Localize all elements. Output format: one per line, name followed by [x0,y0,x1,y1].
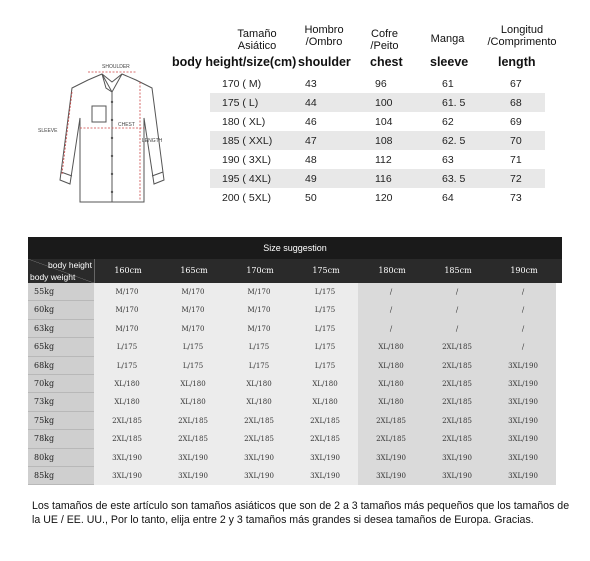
suggestion-cell: XL/180 [160,393,226,411]
sub-header-size: body height/size(cm) [172,55,297,69]
suggestion-cell: 2XL/185 [94,430,160,448]
weight-label: 75kg [28,412,94,430]
suggestion-cell: 3XL/190 [490,430,556,448]
suggestion-cell: M/170 [160,301,226,319]
weight-label: 80kg [28,449,94,467]
suggestion-cell: 3XL/190 [490,412,556,430]
suggestion-cell: XL/180 [226,375,292,393]
header-size: Tamaño Asiático [237,28,277,52]
size-cell-chest: 96 [375,78,387,90]
suggestion-cell: 3XL/190 [160,467,226,485]
size-cell-length: 70 [510,135,522,147]
header-shoulder: Hombro /Ombro [304,24,344,48]
suggestion-cell: M/170 [226,301,292,319]
suggestion-cell: XL/180 [358,338,424,356]
suggestion-cell: 3XL/190 [226,467,292,485]
size-cell-sleeve: 63 [442,154,454,166]
chest-label: CHEST [118,122,135,128]
size-cell-shoulder: 46 [305,116,317,128]
suggestion-cell: / [424,301,490,319]
suggestion-cell: / [490,301,556,319]
weight-row [28,375,562,393]
suggestion-cell: M/170 [94,283,160,301]
suggestion-cell: 2XL/185 [94,412,160,430]
sub-header-chest: chest [370,55,403,69]
suggestion-body [28,283,562,485]
suggestion-cell: 3XL/190 [358,467,424,485]
suggestion-cell: XL/180 [358,357,424,375]
size-suggestion-chart [28,237,562,485]
suggestion-cell: XL/180 [94,375,160,393]
suggestion-cell: 2XL/185 [226,412,292,430]
suggestion-cell: L/175 [292,301,358,319]
weight-label: 60kg [28,301,94,319]
suggestion-cell: 2XL/185 [358,430,424,448]
height-header: 185cm [444,266,472,275]
suggestion-cell: 2XL/185 [424,357,490,375]
shirt-diagram [40,62,185,210]
suggestion-cell: 2XL/185 [424,393,490,411]
size-cell-shoulder: 47 [305,135,317,147]
suggestion-cell: / [424,320,490,338]
size-row [210,74,545,93]
suggestion-cell: 2XL/185 [292,412,358,430]
size-cell-size: 190 ( 3XL) [222,154,272,166]
suggestion-cell: 3XL/190 [358,449,424,467]
weight-row [28,393,562,411]
size-cell-shoulder: 43 [305,78,317,90]
suggestion-cell: 2XL/185 [292,430,358,448]
suggestion-cell: 2XL/185 [424,375,490,393]
weight-label: 55kg [28,283,94,301]
suggestion-cell: / [424,283,490,301]
size-cell-chest: 108 [375,135,393,147]
corner-body-weight: body weight [30,272,76,282]
height-header: 190cm [510,266,538,275]
suggestion-cell: XL/180 [226,393,292,411]
height-header: 160cm [114,266,142,275]
suggestion-cell: 3XL/190 [490,449,556,467]
weight-label: 65kg [28,338,94,356]
suggestion-cell: XL/180 [358,393,424,411]
sub-header-row [172,55,542,73]
suggestion-cell: / [358,301,424,319]
weight-row [28,412,562,430]
weight-row [28,357,562,375]
suggestion-cell: 3XL/190 [424,449,490,467]
size-cell-size: 180 ( XL) [222,116,266,128]
suggestion-cell: XL/180 [292,375,358,393]
shirt-icon [40,62,185,210]
size-cell-size: 170 ( M) [222,78,262,90]
size-cell-size: 175 ( L) [222,97,259,109]
suggestion-cell: L/175 [160,357,226,375]
size-cell-length: 71 [510,154,522,166]
length-label: LENGTH [142,138,163,144]
suggestion-cell: L/175 [292,338,358,356]
suggestion-cell: L/175 [292,320,358,338]
size-row [210,150,545,169]
suggestion-cell: 2XL/185 [424,430,490,448]
size-cell-shoulder: 48 [305,154,317,166]
suggestion-cell: L/175 [226,357,292,375]
suggestion-cell: 3XL/190 [226,449,292,467]
size-cell-sleeve: 63. 5 [442,173,466,185]
size-cell-length: 68 [510,97,522,109]
weight-label: 70kg [28,375,94,393]
size-row [210,188,545,207]
sleeve-label: SLEEVE [38,128,58,134]
suggestion-cell: / [358,320,424,338]
weight-row [28,301,562,319]
suggestion-cell: / [490,283,556,301]
suggestion-cell: 3XL/190 [94,467,160,485]
size-cell-chest: 100 [375,97,393,109]
suggestion-cell: 2XL/185 [358,412,424,430]
suggestion-cell: / [490,338,556,356]
header-length: Longitud /Comprimento [487,24,557,48]
suggestion-cell: L/175 [94,338,160,356]
suggestion-cell: L/175 [292,283,358,301]
suggestion-cell: 3XL/190 [160,449,226,467]
shoulder-label: SHOULDER [102,64,130,70]
suggestion-cell: / [358,283,424,301]
size-cell-shoulder: 50 [305,192,317,204]
height-header: 175cm [312,266,340,275]
suggestion-cell: L/175 [94,357,160,375]
header-sleeve: Manga [430,33,465,45]
suggestion-cell: 3XL/190 [490,467,556,485]
size-row [210,131,545,150]
suggestion-cell: 3XL/190 [292,467,358,485]
size-row [210,112,545,131]
weight-row [28,430,562,448]
size-cell-sleeve: 64 [442,192,454,204]
size-cell-sleeve: 62. 5 [442,135,466,147]
size-cell-sleeve: 62 [442,116,454,128]
suggestion-cell: M/170 [160,283,226,301]
suggestion-cell: 2XL/185 [424,412,490,430]
suggestion-cell: M/170 [226,320,292,338]
suggestion-cell: XL/180 [292,393,358,411]
size-cell-length: 67 [510,78,522,90]
size-cell-sleeve: 61. 5 [442,97,466,109]
height-header: 165cm [180,266,208,275]
weight-label: 73kg [28,393,94,411]
size-cell-size: 195 ( 4XL) [222,173,272,185]
suggestion-cell: 3XL/190 [424,467,490,485]
sub-header-shoulder: shoulder [298,55,351,69]
suggestion-cell: M/170 [94,301,160,319]
size-cell-length: 73 [510,192,522,204]
size-cell-shoulder: 44 [305,97,317,109]
suggestion-cell: 3XL/190 [490,375,556,393]
suggestion-cell: M/170 [226,283,292,301]
size-cell-sleeve: 61 [442,78,454,90]
sub-header-sleeve: sleeve [430,55,469,69]
suggestion-cell: 2XL/185 [160,430,226,448]
size-measurement-table [210,74,545,207]
suggestion-cell: L/175 [160,338,226,356]
suggestion-cell: 2XL/185 [424,338,490,356]
suggestion-cell: 3XL/190 [94,449,160,467]
height-header: 180cm [378,266,406,275]
suggestion-cell: 3XL/190 [490,357,556,375]
size-row [210,93,545,112]
size-cell-size: 185 ( XXL) [222,135,273,147]
size-cell-shoulder: 49 [305,173,317,185]
weight-row [28,449,562,467]
size-cell-chest: 116 [375,173,392,185]
suggestion-cell: M/170 [160,320,226,338]
weight-label: 85kg [28,467,94,485]
weight-label: 78kg [28,430,94,448]
weight-label: 68kg [28,357,94,375]
suggestion-cell: 2XL/185 [226,430,292,448]
corner-body-height: body height [48,260,92,270]
weight-row [28,467,562,485]
suggestion-cell: XL/180 [94,393,160,411]
weight-row [28,338,562,356]
suggestion-cell: 2XL/185 [160,412,226,430]
suggestion-cell: L/175 [292,357,358,375]
size-cell-chest: 112 [375,154,392,166]
suggestion-cell: 3XL/190 [490,393,556,411]
corner-cell [28,259,95,283]
suggestion-cell: XL/180 [358,375,424,393]
height-header-row [28,259,562,283]
weight-row [28,320,562,338]
size-cell-size: 200 ( 5XL) [222,192,272,204]
height-header: 170cm [246,266,274,275]
header-chest: Cofre /Peito [370,28,399,52]
suggestion-cell: / [490,320,556,338]
suggestion-cell: 3XL/190 [292,449,358,467]
suggestion-cell: M/170 [94,320,160,338]
size-cell-chest: 104 [375,116,393,128]
size-suggestion-title: Size suggestion [28,237,562,259]
weight-row [28,283,562,301]
suggestion-cell: XL/180 [160,375,226,393]
size-cell-length: 69 [510,116,522,128]
size-cell-length: 72 [510,173,522,185]
size-row [210,169,545,188]
sub-header-length: length [498,55,536,69]
suggestion-cell: L/175 [226,338,292,356]
sizing-note: Los tamaños de este artículo son tamaños asiáticos que son de 2 a 3 tamaños más pequeños que los tamaños de la UE / EE. UU., Por lo tanto, elija entre 2 y 3 tamaños más grandes si desea tamaños de Europa. Gracias. [32,500,570,526]
size-cell-chest: 120 [375,192,393,204]
weight-label: 63kg [28,320,94,338]
